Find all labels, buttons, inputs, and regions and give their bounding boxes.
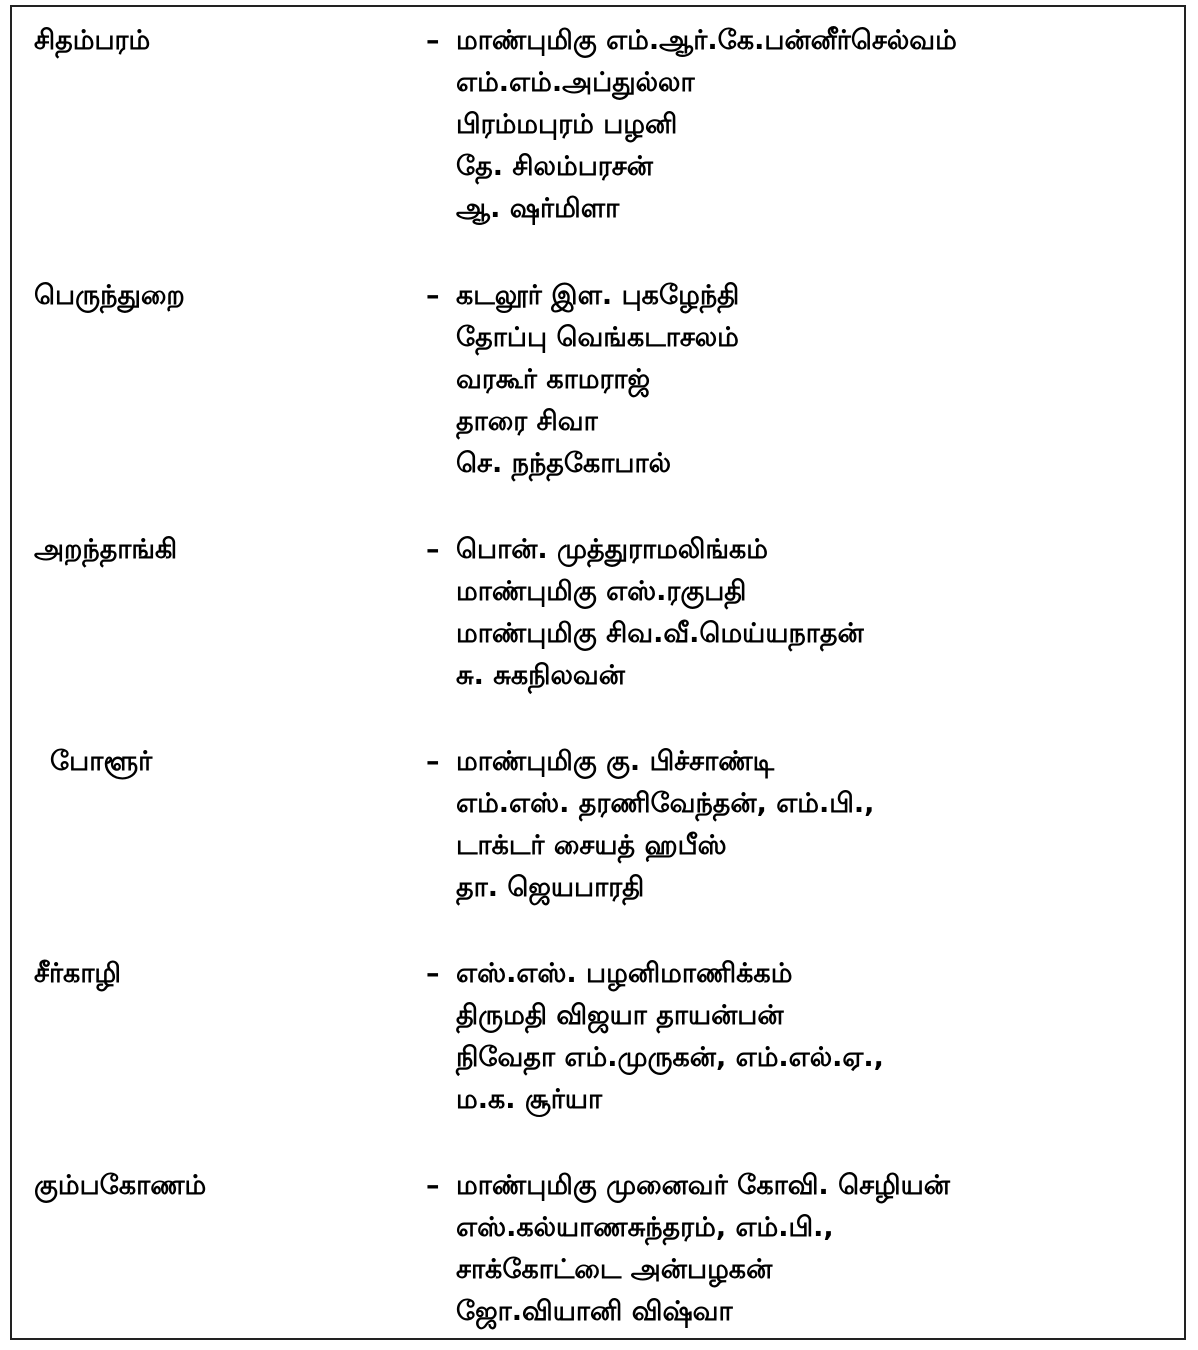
name-item: எஸ்.எஸ். பழனிமாணிக்கம் [456,958,793,989]
name-item: மாண்புமிகு எஸ்.ரகுபதி [456,576,747,607]
name-item: சாக்கோட்டை அன்பழகன் [456,1254,773,1285]
name-item: தா. ஜெயபாரதி [456,872,645,903]
names-list [456,953,884,1121]
name-item: சு. சுகநிலவன் [456,660,625,691]
place-name: பெருந்துறை [34,280,185,311]
name-item: தே. சிலம்பரசன் [456,151,653,182]
dash-separator: – [426,958,440,989]
names-list [456,741,874,909]
dash-separator: – [426,746,440,777]
name-item: டாக்டர் சையத் ஹபீஸ் [456,830,727,861]
names-list [456,529,864,697]
place-name: கும்பகோணம் [34,1170,207,1201]
dash-separator: – [426,534,440,565]
name-item: கடலூர் இள. புகழேந்தி [456,280,740,311]
place-name: போளூர் [50,746,153,777]
names-list [456,20,957,230]
name-item: மாண்புமிகு முனைவர் கோவி. செழியன் [456,1170,950,1201]
dash-separator: – [426,280,440,311]
name-item: பொன். முத்துராமலிங்கம் [456,534,768,565]
name-item: ஆ. ஷர்மிளா [456,193,620,224]
place-name: சீர்காழி [34,958,122,989]
name-item: ஜோ.வியானி விஷ்வா [456,1296,733,1327]
name-item: எம்.எம்.அப்துல்லா [456,67,695,98]
name-item: எஸ்.கல்யாணசுந்தரம், எம்.பி., [456,1212,834,1243]
document-frame [10,5,1186,1340]
name-item: தாரை சிவா [456,406,598,437]
place-name: அறந்தாங்கி [34,534,178,565]
name-item: மாண்புமிகு எம்.ஆர்.கே.பன்னீர்செல்வம் [456,25,957,56]
name-item: நிவேதா எம்.முருகன், எம்.எல்.ஏ., [456,1042,884,1073]
name-item: மாண்புமிகு சிவ.வீ.மெய்யநாதன் [456,618,864,649]
name-item: பிரம்மபுரம் பழனி [456,109,678,140]
dash-separator: – [426,25,440,56]
names-list [456,1165,950,1333]
name-item: ம.க. சூர்யா [456,1084,603,1115]
name-item: மாண்புமிகு கு. பிச்சாண்டி [456,746,775,777]
name-item: தோப்பு வெங்கடாசலம் [456,322,739,353]
dash-separator: – [426,1170,440,1201]
name-item: திருமதி விஜயா தாயன்பன் [456,1000,784,1031]
place-name: சிதம்பரம் [34,25,151,56]
name-item: எம்.எஸ். தரணிவேந்தன், எம்.பி., [456,788,875,819]
name-item: செ. நந்தகோபால் [456,448,672,479]
name-item: வரகூர் காமராஜ் [456,364,651,395]
names-list [456,275,739,485]
